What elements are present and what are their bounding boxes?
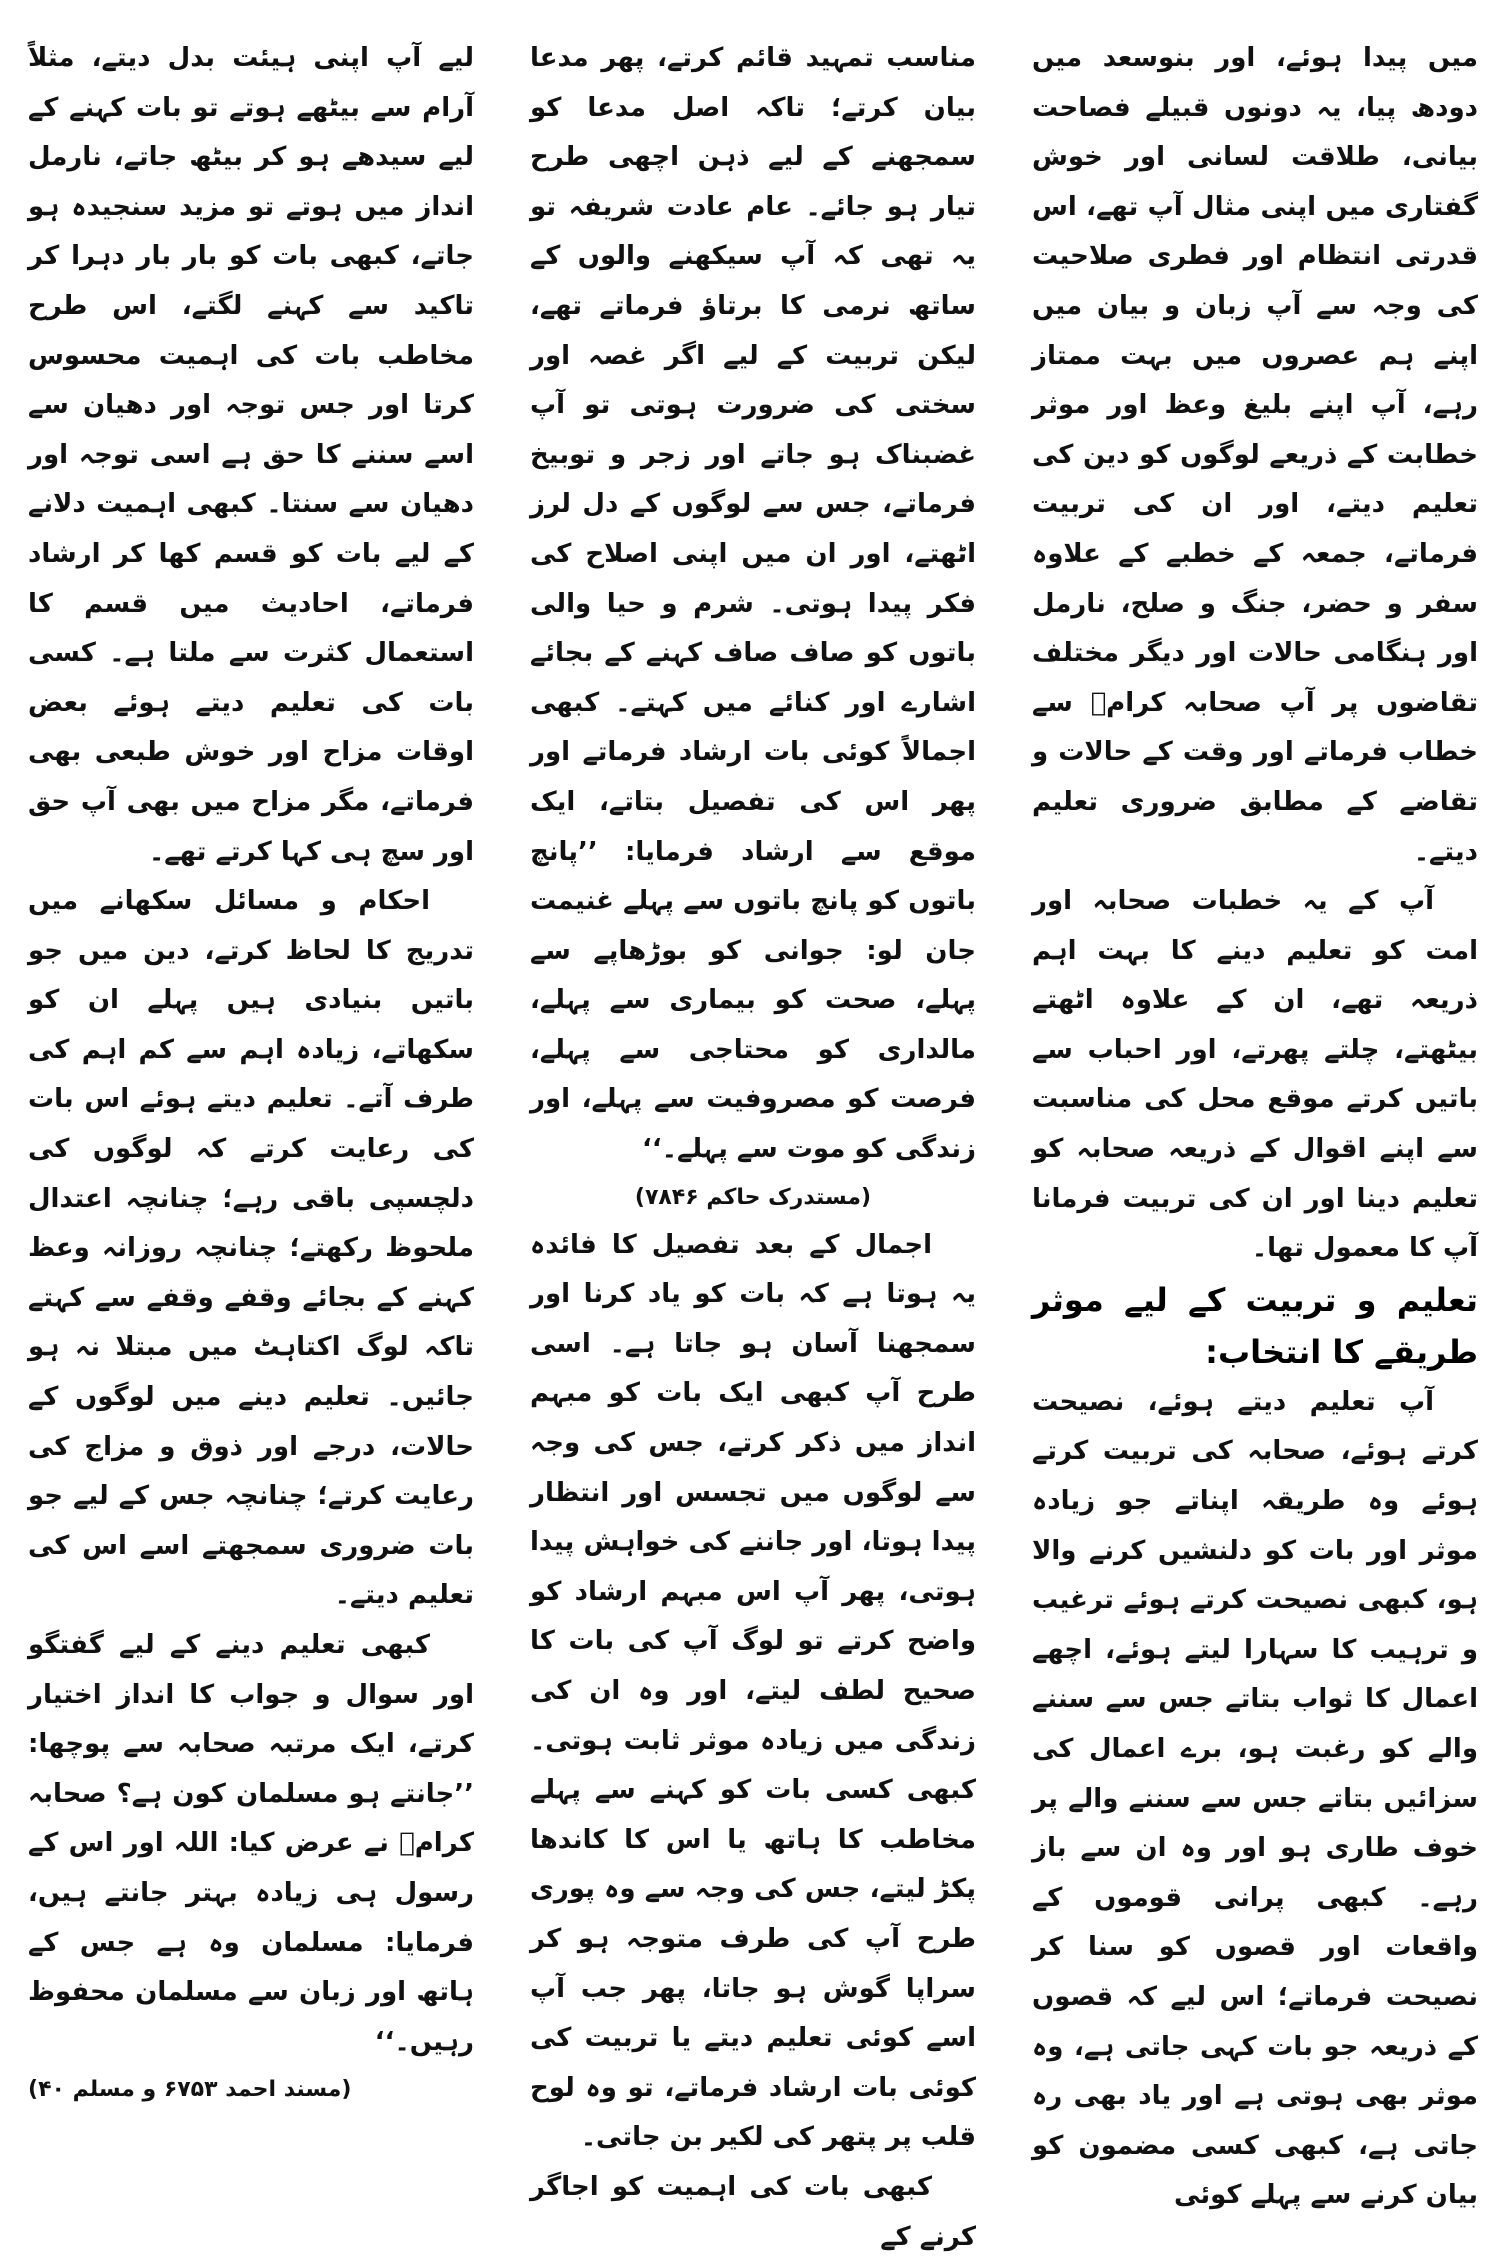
section-heading: تعلیم و تربیت کے لیے موثر طریقے کا انتخاب: bbox=[1032, 1280, 1478, 1371]
citation: (مستدرک حاکم ۷۸۴۶) bbox=[634, 1184, 872, 1210]
paragraph: کبھی تعلیم دینے کے لیے گفتگو اور سوال و جواب کا انداز اختیار کرتے، ایک مرتبہ صحابہ سے پوچھا: ’’جانتے ہو مسلمان کون ہے؟ صحابہ کرامؓ نے عرض کیا: اللہ اور اس کے رسول ہی زیادہ بہتر جانتے ہیں، فرمایا: مسلمان وہ ہے جس کے ہاتھ اور زبان سے مسلمان محفوظ رہیں۔‘‘ bbox=[28, 1630, 474, 2057]
text-column-right bbox=[1032, 34, 1478, 2211]
paragraph: میں پیدا ہوئے، اور بنوسعد میں دودھ پیا، یہ دونوں قبیلے فصاحت بیانی، طلاقت لسانی اور خوش گفتاری میں اپنی مثال آپ تھے، اس قدرتی انتظام اور فطری صلاحیت کی وجہ سے آپ زبان و بیان میں اپنے ہم عصروں میں بہت ممتاز رہے، آپ اپنے بلیغ وعظ اور موثر خطابت کے ذریعے لوگوں کو دین کی تعلیم دیتے، اور ان کی تربیت فرماتے، جمعہ کے خطبے کے علاوہ سفر و حضر، جنگ و صلح، نارمل اور ہنگامی حالات اور دیگر مختلف تقاضوں پر آپ صحابہ کرامؓ سے خطاب فرماتے اور وقت کے حالات و تقاضے کے مطابق ضروری تعلیم دیتے۔ bbox=[1032, 43, 1478, 867]
text-column-middle bbox=[530, 34, 976, 2252]
paragraph: کبھی بات کی اہمیت کو اجاگر کرنے کے bbox=[530, 2171, 976, 2252]
text-column-left bbox=[28, 34, 474, 2174]
paragraph: آپ کے یہ خطبات صحابہ اور امت کو تعلیم دینے کا بہت اہم ذریعہ تھے، ان کے علاوہ اٹھتے بیٹھتے، چلتے پھرتے، اور احباب سے باتیں کرتے موقع محل کی مناسبت سے اپنے اقوال کے ذریعہ صحابہ کو تعلیم دینا اور ان کی تربیت فرمانا آپ کا معمول تھا۔ bbox=[1032, 886, 1478, 1264]
paragraph: مناسب تمہید قائم کرتے، پھر مدعا بیان کرتے؛ تاکہ اصل مدعا کو سمجھنے کے لیے ذہن اچھی طرح تیار ہو جائے۔ عام عادت شریفہ تو یہ تھی کہ آپ سیکھنے والوں کے ساتھ نرمی کا برتاؤ فرماتے تھے، لیکن تربیت کے لیے اگر غصہ اور سختی کی ضرورت ہوتی تو آپ غضبناک ہو جاتے اور زجر و توبیخ فرماتے، جس سے لوگوں کے دل لرز اٹھتے، اور ان میں اپنی اصلاح کی فکر پیدا ہوتی۔ شرم و حیا والی باتوں کو صاف صاف کہنے کے بجائے اشارے اور کنائے میں کہتے۔ کبھی اجمالاً کوئی بات ارشاد فرماتے اور پھر اس کی تفصیل بتاتے، ایک موقع سے ارشاد فرمایا: ’’پانچ باتوں کو پانچ باتوں سے پہلے غنیمت جان لو: جوانی کو بوڑھاپے سے پہلے، صحت کو بیماری سے پہلے، مالداری کو محتاجی سے پہلے، فرصت کو مصروفیت سے پہلے، اور زندگی کو موت سے پہلے۔‘‘ bbox=[530, 43, 976, 1165]
paragraph: احکام و مسائل سکھانے میں تدریج کا لحاظ کرتے، دین میں جو باتیں بنیادی ہیں پہلے ان کو سکھاتے، زیادہ اہم سے کم اہم کی طرف آتے۔ تعلیم دیتے ہوئے اس بات کی رعایت کرتے کہ لوگوں کی دلچسپی باقی رہے؛ چنانچہ اعتدال ملحوظ رکھتے؛ چنانچہ روزانہ وعظ کہنے کے بجائے وقفے وقفے سے کہتے تاکہ لوگ اکتاہٹ میں مبتلا نہ ہو جائیں۔ تعلیم دینے میں لوگوں کے حالات، درجے اور ذوق و مزاج کی رعایت کرتے؛ چنانچہ جس کے لیے جو بات ضروری سمجھتے اسے اس کی تعلیم دیتے۔ bbox=[28, 886, 474, 1611]
paragraph: آپ تعلیم دیتے ہوئے، نصیحت کرتے ہوئے، صحابہ کی تربیت کرتے ہوئے وہ طریقہ اپناتے جو زیادہ موثر اور بات کو دلنشیں کرنے والا ہو، کبھی نصیحت کرتے ہوئے ترغیب و ترہیب کا سہارا لیتے ہوئے، اچھے اعمال کا ثواب بتاتے جس سے سننے والے کو رغبت ہو، برے اعمال کی سزائیں بتاتے جس سے سننے والے پر خوف طاری ہو اور وہ ان سے باز رہے۔ کبھی پرانی قوموں کے واقعات اور قصوں کو سنا کر نصیحت فرماتے؛ اس لیے کہ قصوں کے ذریعہ جو بات کہی جاتی ہے، وہ موثر بھی ہوتی ہے اور یاد بھی رہ جاتی ہے، کبھی کسی مضمون کو بیان کرنے سے پہلے کوئی bbox=[1032, 1386, 1478, 2211]
citation: (مسند احمد ۶۷۵۳ و مسلم ۴۰) bbox=[28, 2077, 352, 2103]
paragraph: لیے آپ اپنی ہیئت بدل دیتے، مثلاً آرام سے بیٹھے ہوتے تو بات کہنے کے لیے سیدھے ہو کر بیٹھ جاتے، نارمل انداز میں ہوتے تو مزید سنجیدہ ہو جاتے، کبھی بات کو بار بار دہرا کر تاکید سے کہنے لگتے، اس طرح مخاطب بات کی اہمیت محسوس کرتا اور جس توجہ اور دھیان سے اسے سننے کا حق ہے اسی توجہ اور دھیان سے سنتا۔ کبھی اہمیت دلانے کے لیے بات کو قسم کھا کر ارشاد فرماتے، احادیث میں قسم کا استعمال کثرت سے ملتا ہے۔ کسی بات کی تعلیم دیتے ہوئے بعض اوقات مزاح اور خوش طبعی بھی فرماتے، مگر مزاح میں بھی آپ حق اور سچ ہی کہا کرتے تھے۔ bbox=[28, 43, 474, 867]
paragraph: اجمال کے بعد تفصیل کا فائدہ یہ ہوتا ہے کہ بات کو یاد کرنا اور سمجھنا آسان ہو جاتا ہے۔ اسی طرح آپ کبھی ایک بات کو مبہم انداز میں ذکر کرتے، جس کی وجہ سے لوگوں میں تجسس اور انتظار پیدا ہوتا، اور جاننے کی خواہش پیدا ہوتی، پھر آپ اس مبہم ارشاد کو واضح کرتے تو لوگ آپ کی بات کا صحیح لطف لیتے، اور وہ ان کی زندگی میں زیادہ موثر ثابت ہوتی۔ کبھی کسی بات کو کہنے سے پہلے مخاطب کا ہاتھ یا اس کا کاندھا پکڑ لیتے، جس کی وجہ سے وہ پوری طرح آپ کی طرف متوجہ ہو کر سراپا گوش ہو جاتا، پھر جب آپ اسے کوئی تعلیم دیتے یا تربیت کی کوئی بات ارشاد فرماتے، تو وہ لوح قلب پر پتھر کی لکیر بن جاتی۔ bbox=[530, 1229, 976, 2153]
